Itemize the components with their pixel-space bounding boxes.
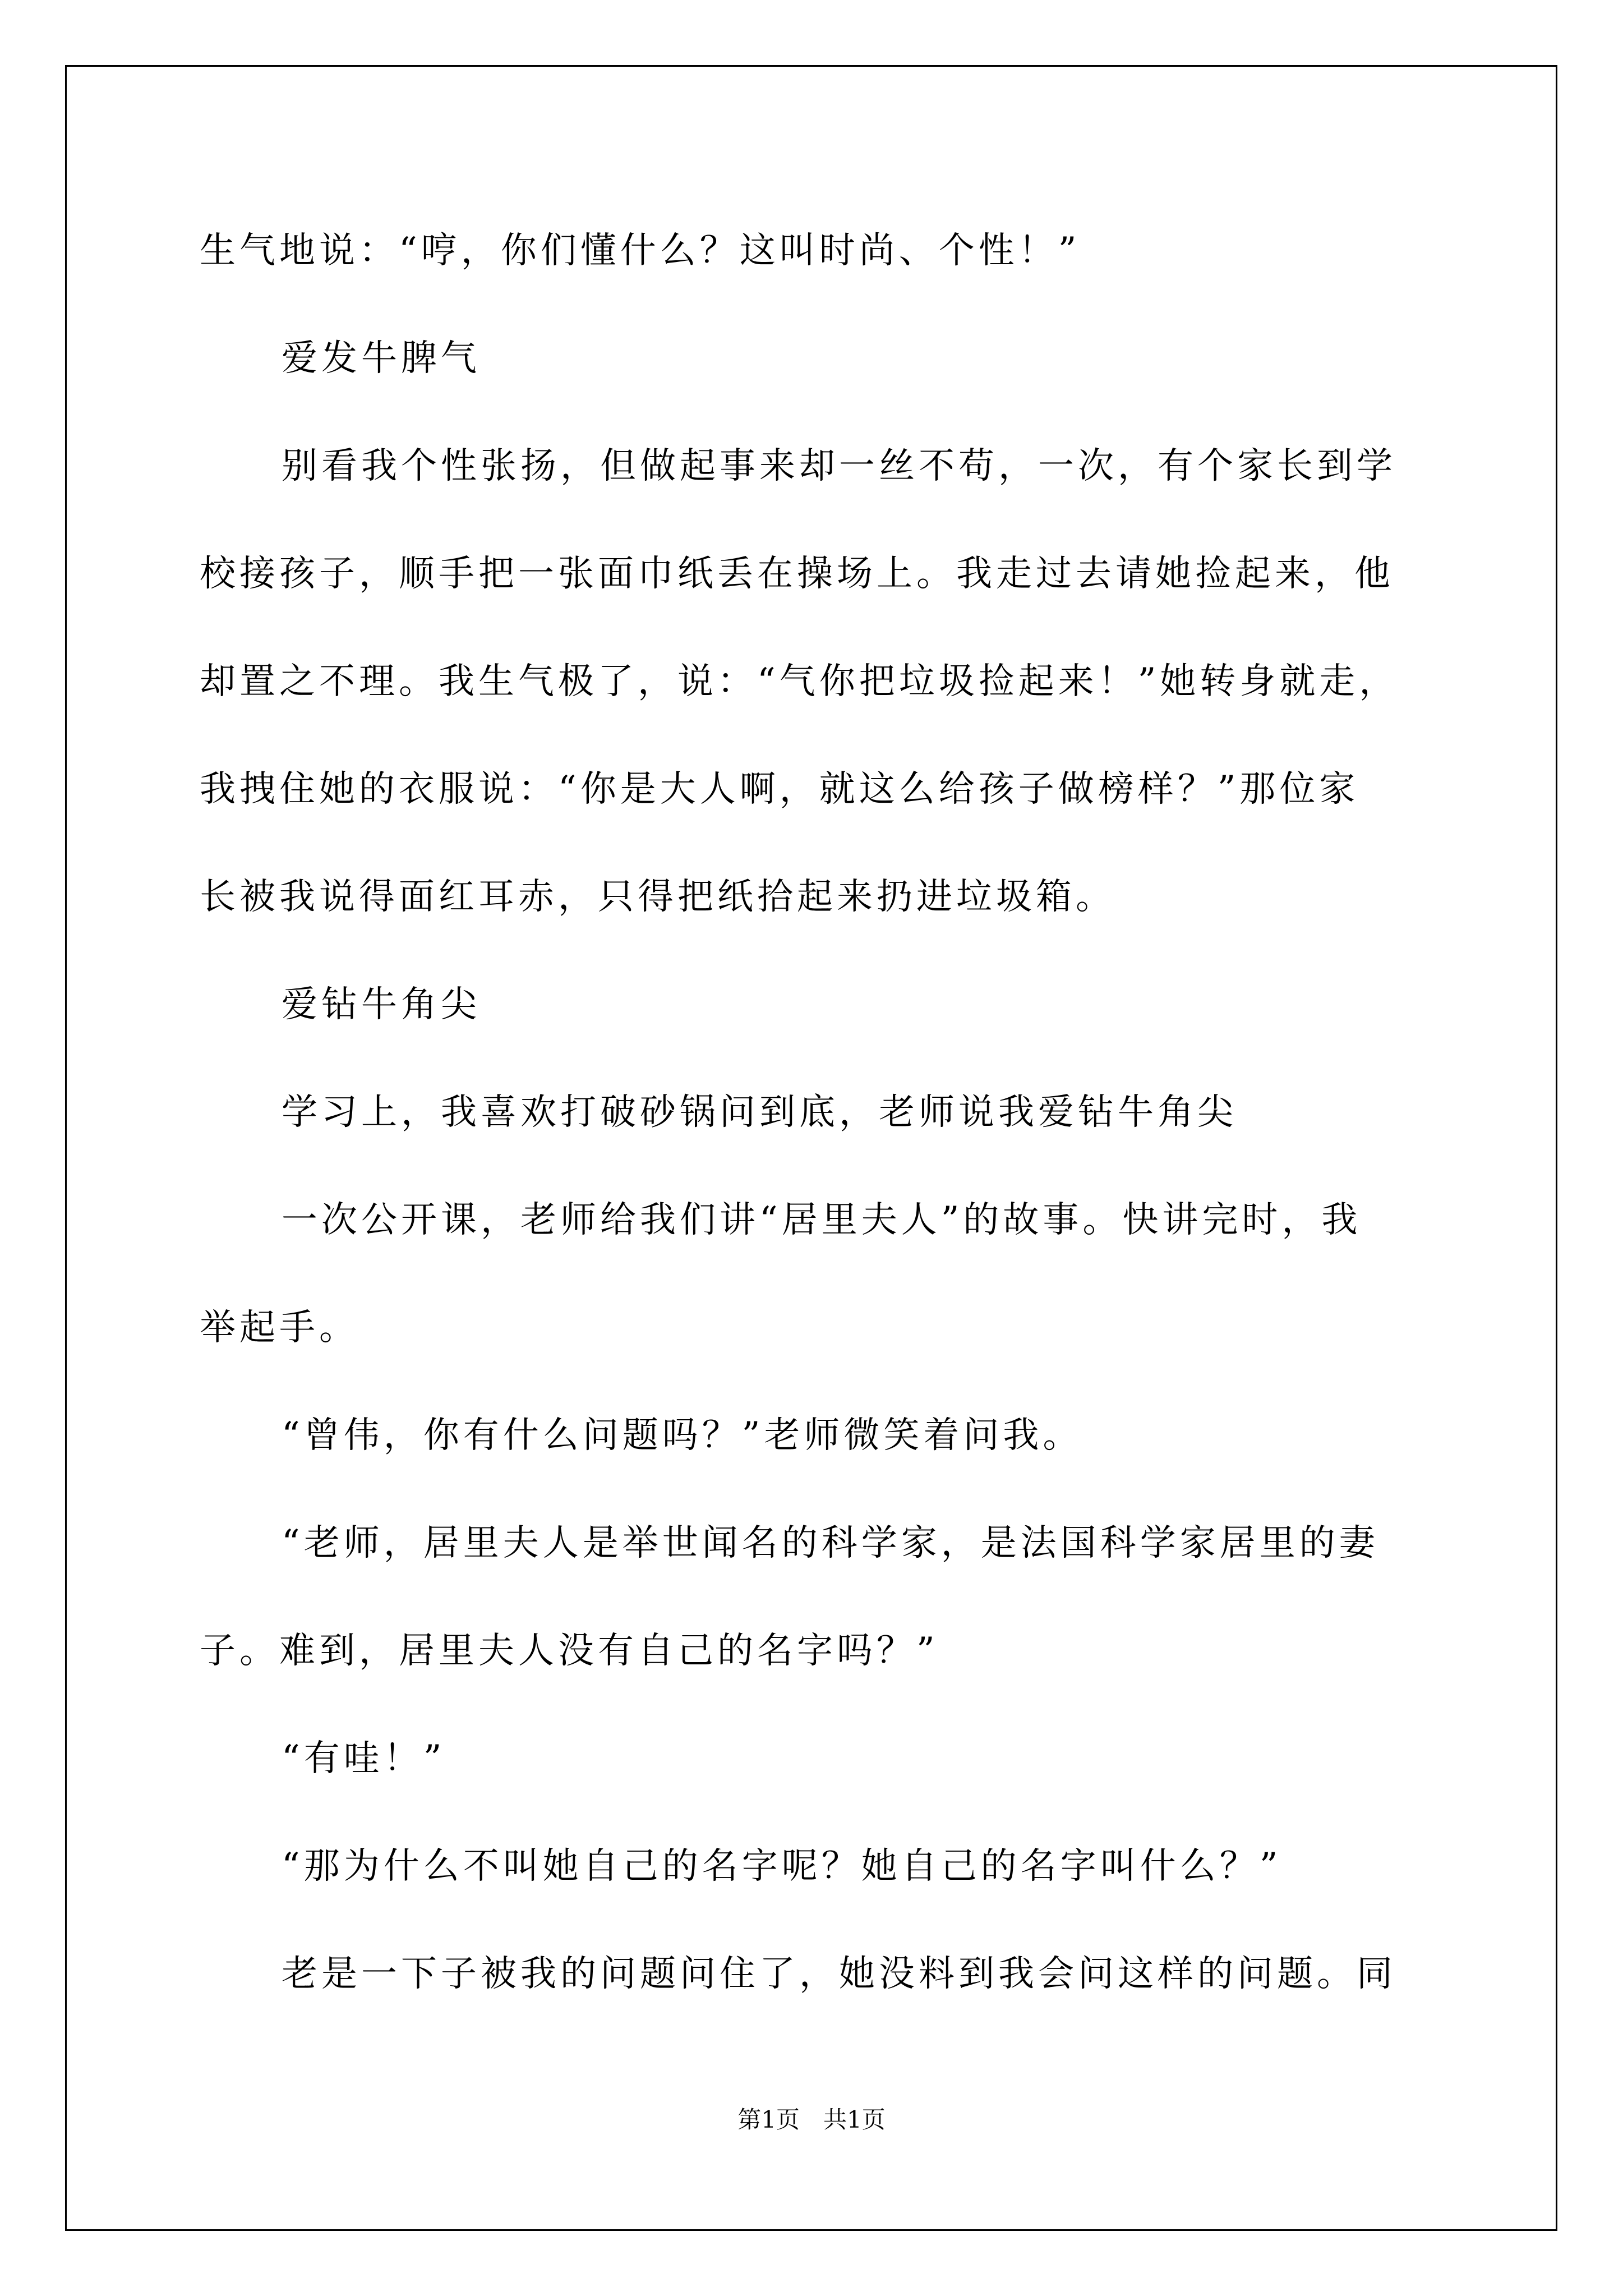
text-line: “有哇！” xyxy=(282,1738,446,1779)
text-line: “老师，居里夫人是举世闻名的科学家，是法国科学家居里的妻 xyxy=(282,1522,1379,1564)
text-line: 我拽住她的衣服说：“你是大人啊，就这么给孩子做榜样？”那位家 xyxy=(200,769,1359,810)
text-line: 一次公开课，老师给我们讲“居里夫人”的故事。快讲完时，我 xyxy=(282,1199,1362,1241)
text-line: 举起手。 xyxy=(200,1307,359,1349)
page-footer: 第1页 共1页 xyxy=(737,2106,886,2133)
text-line: 别看我个性张扬，但做起事来却一丝不苟，一次，有个家长到学 xyxy=(282,445,1396,487)
text-line: 学习上，我喜欢打破砂锅问到底，老师说我爱钻牛角尖 xyxy=(282,1092,1237,1133)
text-line: 子。难到，居里夫人没有自己的名字吗？” xyxy=(200,1630,939,1672)
section-heading: 爱钻牛角尖 xyxy=(282,984,481,1025)
page-border xyxy=(65,65,1557,2231)
text-line: “那为什么不叫她自己的名字呢？她自己的名字叫什么？” xyxy=(282,1846,1282,1887)
text-line: 却置之不理。我生气极了，说：“气你把垃圾捡起来！”她转身就走， xyxy=(200,661,1399,702)
text-line: 长被我说得面红耳赤，只得把纸拾起来扔进垃圾箱。 xyxy=(200,876,1115,918)
text-line: 生气地说：“哼，你们懂什么？这叫时尚、个性！” xyxy=(200,230,1081,272)
section-heading: 爱发牛脾气 xyxy=(282,338,481,379)
text-line: “曾伟，你有什么问题吗？”老师微笑着问我。 xyxy=(282,1415,1083,1456)
text-line: 校接孩子，顺手把一张面巾纸丢在操场上。我走过去请她捡起来，他 xyxy=(200,553,1394,595)
text-line: 老是一下子被我的问题问住了，她没料到我会问这样的问题。同 xyxy=(282,1953,1396,1995)
